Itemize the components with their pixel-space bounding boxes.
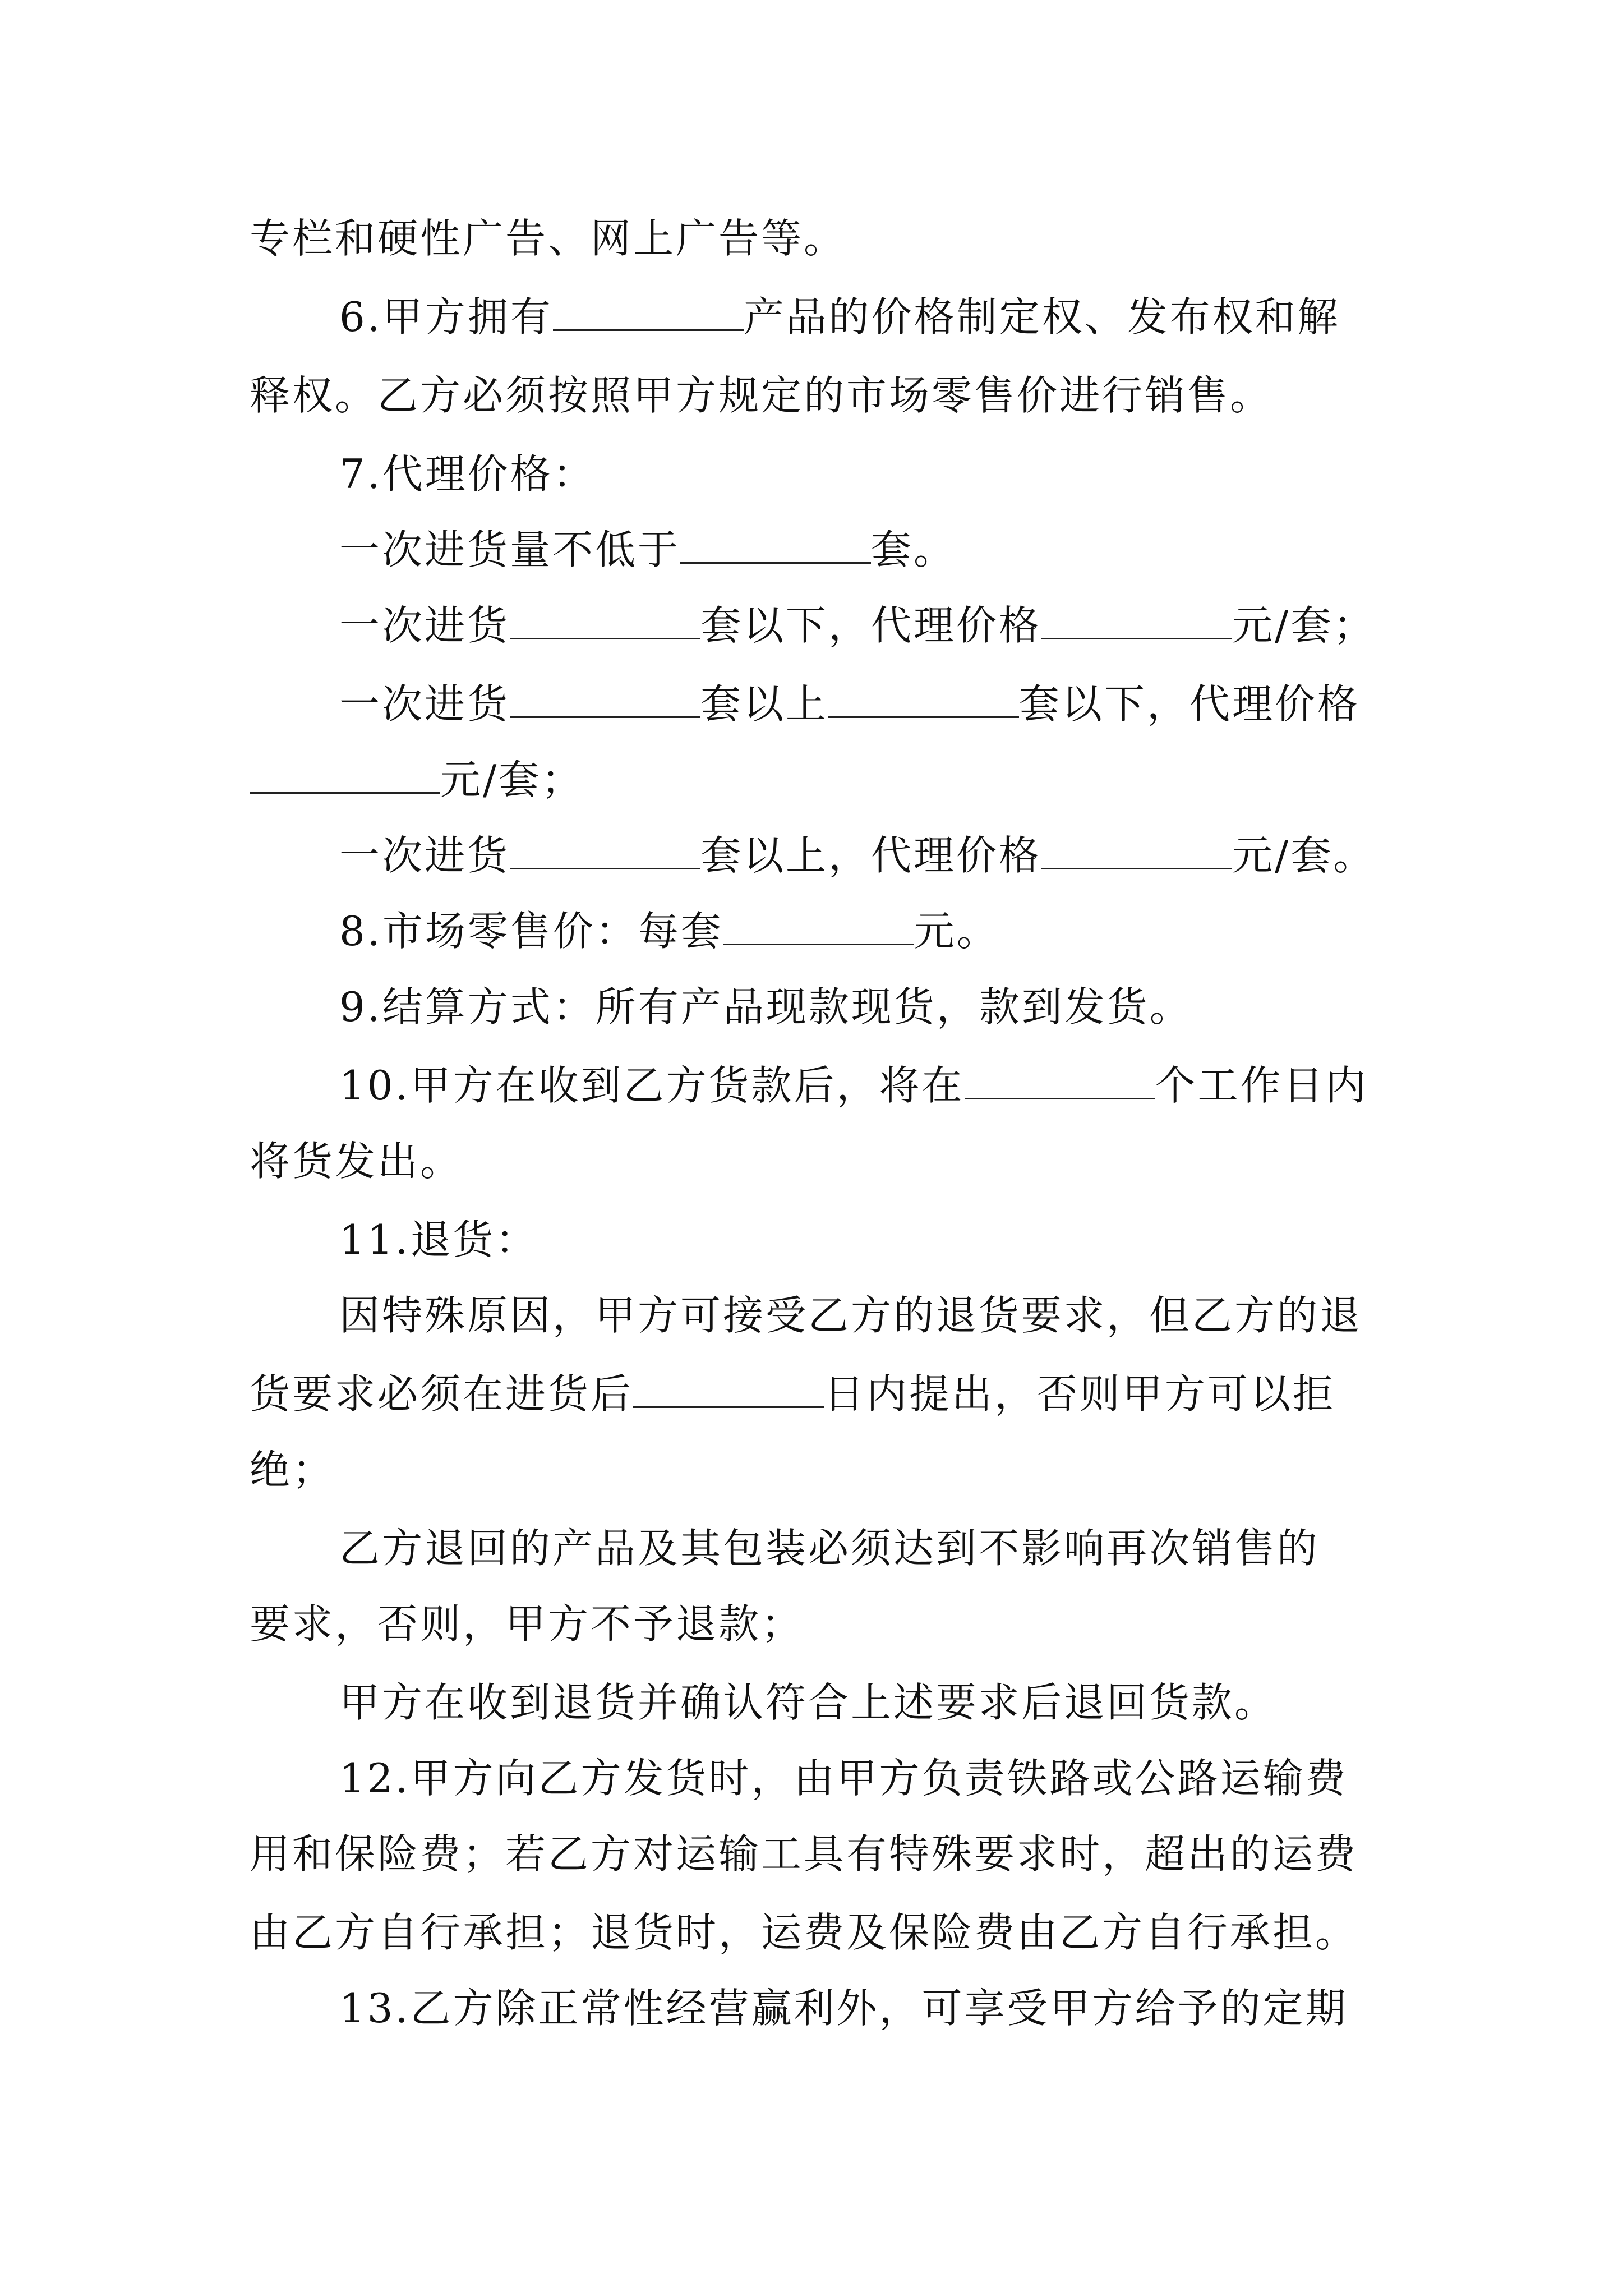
clause-12-line-1 xyxy=(339,1750,1489,1806)
text-segment: 8.市场零售价：每套 xyxy=(339,908,723,955)
min-order-line xyxy=(339,522,1489,578)
text-segment: 用和保险费；若乙方对运输工具有特殊要求时，超出的运费 xyxy=(250,1830,1358,1878)
text-segment: 专栏和硬性广告、网上广告等。 xyxy=(250,215,847,262)
text-segment: 元/套； xyxy=(440,756,584,803)
text-segment: 一次进货量不低于 xyxy=(339,526,681,573)
return-para-2-line-1 xyxy=(339,1520,1489,1576)
clause-13-line-1 xyxy=(339,1980,1489,2036)
text-segment: 释权。乙方必须按照甲方规定的市场零售价进行销售。 xyxy=(250,372,1273,419)
text-segment: 13.乙方除正常性经营赢利外，可享受甲方给予的定期 xyxy=(339,1985,1348,2032)
text-segment: 产品的价格制定权、发布权和解 xyxy=(743,293,1340,341)
price-tier-3 xyxy=(339,827,1489,884)
fill-in-blank xyxy=(553,290,744,331)
text-segment: 甲方在收到退货并确认符合上述要求后退回货款。 xyxy=(339,1679,1278,1726)
text-segment: 套以上，代理价格 xyxy=(700,832,1042,879)
clause-6-line-1 xyxy=(339,289,1489,345)
price-tier-2-line-2 xyxy=(250,752,1399,808)
text-segment: 要求，否则，甲方不予退款； xyxy=(250,1600,804,1648)
text-segment: 11.退货： xyxy=(339,1216,538,1263)
clause-12-line-2 xyxy=(250,1826,1399,1882)
clause-11-heading xyxy=(339,1212,1489,1268)
price-tier-2-line-1 xyxy=(339,676,1489,732)
text-segment: 元/套； xyxy=(1232,602,1376,649)
return-para-2-line-2 xyxy=(250,1596,1399,1652)
return-para-3 xyxy=(339,1674,1489,1731)
text-segment: 日内提出，否则甲方可以拒 xyxy=(824,1370,1336,1418)
clause-7-heading xyxy=(339,446,1489,502)
fill-in-blank xyxy=(680,523,871,564)
fill-in-blank xyxy=(965,1059,1155,1099)
return-para-1-line-3 xyxy=(250,1442,1399,1498)
fill-in-blank xyxy=(633,1367,824,1408)
fill-in-blank xyxy=(510,599,700,639)
text-segment: 套。 xyxy=(871,526,957,573)
price-tier-1 xyxy=(339,597,1489,654)
clause-9 xyxy=(339,979,1489,1035)
text-segment: 套以上 xyxy=(700,680,829,728)
fill-in-blank xyxy=(828,677,1019,718)
text-line xyxy=(250,210,1399,266)
fill-in-blank xyxy=(250,753,440,794)
fill-in-blank xyxy=(510,677,700,718)
text-segment: 套以下，代理价格 xyxy=(700,602,1042,649)
text-segment: 将货发出。 xyxy=(250,1138,463,1185)
clause-10-line-2 xyxy=(250,1133,1399,1189)
text-segment: 9.结算方式：所有产品现款现货，款到发货。 xyxy=(339,983,1192,1030)
text-segment: 7.代理价格： xyxy=(339,450,596,498)
text-segment: 一次进货 xyxy=(339,680,510,728)
text-segment: 由乙方自行承担；退货时，运费及保险费由乙方自行承担。 xyxy=(250,1909,1358,1956)
text-segment: 元/套。 xyxy=(1232,832,1376,879)
text-segment: 6.甲方拥有 xyxy=(339,293,553,341)
clause-10-line-1 xyxy=(339,1057,1489,1114)
clause-6-line-2 xyxy=(250,367,1399,424)
text-segment: 一次进货 xyxy=(339,832,510,879)
fill-in-blank xyxy=(723,904,914,945)
text-segment: 10.甲方在收到乙方货款后，将在 xyxy=(339,1062,965,1109)
return-para-1-line-2 xyxy=(250,1366,1399,1422)
text-segment: 因特殊原因，甲方可接受乙方的退货要求，但乙方的退 xyxy=(339,1292,1363,1339)
text-segment: 套以下，代理价格 xyxy=(1019,680,1361,728)
clause-12-line-3 xyxy=(250,1904,1399,1961)
text-segment: 一次进货 xyxy=(339,602,510,649)
text-segment: 12.甲方向乙方发货时，由甲方负责铁路或公路运输费 xyxy=(339,1755,1348,1802)
fill-in-blank xyxy=(1041,829,1232,869)
text-segment: 元。 xyxy=(914,908,999,955)
text-segment: 个工作日内 xyxy=(1155,1062,1368,1109)
fill-in-blank xyxy=(510,829,700,869)
text-segment: 绝； xyxy=(250,1446,335,1493)
fill-in-blank xyxy=(1041,599,1232,639)
text-segment: 乙方退回的产品及其包装必须达到不影响再次销售的 xyxy=(339,1525,1320,1572)
return-para-1-line-1 xyxy=(339,1287,1489,1343)
clause-8 xyxy=(339,903,1489,959)
text-segment: 货要求必须在进货后 xyxy=(250,1370,634,1418)
